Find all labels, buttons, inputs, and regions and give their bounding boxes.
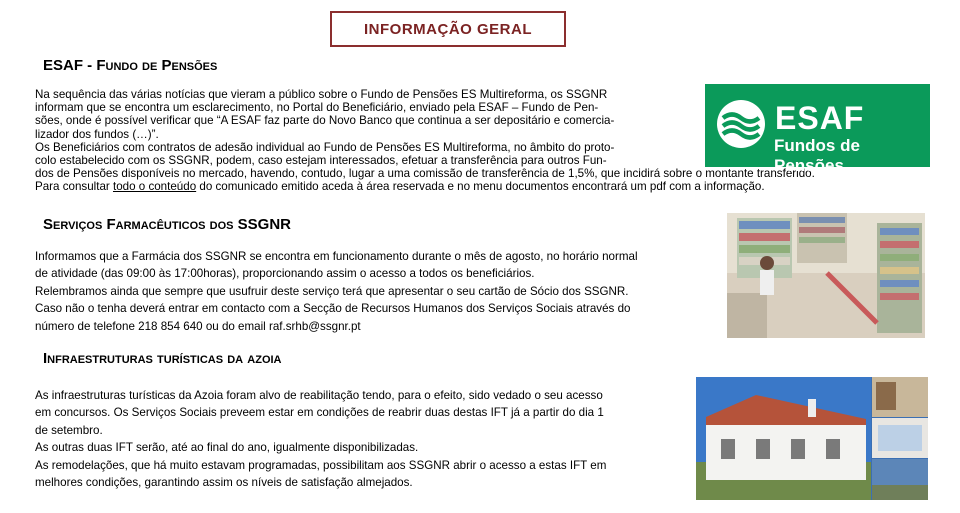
esaf-emblem-icon — [715, 98, 767, 150]
azoia-paragraph — [35, 387, 606, 491]
text-line: Caso não o tenha deverá entrar em contacto com a Secção de Recursos Humanos dos Serviços Sociais através do — [35, 302, 631, 316]
text-line: colo estabelecido com os SSGNR, podem, caso estejam interessados, efetuar a transferência para outros Fun- — [35, 154, 607, 168]
text-line: Relembramos ainda que sempre que usufruir deste serviço terá que apresentar o seu cartão de Sócio dos SSGNR. — [35, 284, 629, 298]
text-line: As remodelações, que há muito estavam programadas, possibilitam aos SSGNR abrir o acesso a estas IFT em — [35, 458, 607, 472]
azoia-photo — [696, 377, 928, 500]
logo-brand: ESAF — [775, 100, 865, 136]
esaf-heading: ESAF - Fundo de Pensões — [43, 57, 218, 74]
text-line: melhores condições, garantindo assim os níveis de satisfação almejados. — [35, 476, 413, 490]
text-line: informam que se encontra um esclarecimento, no Portal do Beneficiário, enviado pela ESAF – Fundo de Pen- — [35, 101, 599, 115]
text-line: lizador dos fundos (…)”. — [35, 127, 159, 141]
text-line: As infraestruturas turísticas da Azoia foram alvo de reabilitação tendo, para o efeito, sido vedado o seu acesso — [35, 389, 603, 402]
esaf-paragraph — [35, 88, 815, 194]
text-line — [35, 180, 815, 193]
pharmacy-photo — [727, 213, 925, 338]
banner-title: INFORMAÇÃO GERAL — [364, 20, 532, 38]
text-line: de setembro. — [35, 423, 103, 437]
logo-subtitle: Fundos de Pensões — [774, 136, 860, 175]
page-banner — [330, 11, 566, 47]
text-line: em concursos. Os Serviços Sociais preveem estar em condições de reabrir duas destas IFT já a partir do dia 1 — [35, 406, 604, 420]
full-content-link[interactable]: todo o conteúdo — [112, 180, 197, 194]
text-line: Na sequência das várias notícias que vieram a público sobre o Fundo de Pensões ES Multireforma, os SSGNR — [35, 88, 608, 101]
text-line: sões, onde é possível verificar que “A ESAF faz parte do Novo Banco que continua a ser depositário e comercia- — [35, 114, 615, 128]
text-fragment: do comunicado emitido aceda à área reservada e no menu documentos encontrará um pdf com a informação. — [196, 180, 765, 194]
text-fragment: Para consultar — [35, 180, 113, 194]
text-line: dos de Pensões disponíveis no mercado, havendo, contudo, lugar a uma comissão de transferência de 1,5%, que incidirá sobre o montante transferido. — [35, 167, 815, 181]
text-line: Informamos que a Farmácia dos SSGNR se encontra em funcionamento durante o mês de agosto, no horário normal — [35, 250, 638, 263]
pharmacy-paragraph — [35, 248, 638, 335]
text-line: de atividade (das 09:00 às 17:00horas), proporcionando assim o acesso a todos os beneficiários. — [35, 267, 535, 281]
azoia-heading: Infraestruturas turísticas da azoia — [43, 350, 282, 367]
text-line: As outras duas IFT serão, até ao final do ano, igualmente disponibilizadas. — [35, 441, 419, 455]
text-line: Os Beneficiários com contratos de adesão individual ao Fundo de Pensões ES Multireforma, no âmbito do proto- — [35, 140, 615, 154]
text-line: número de telefone 218 854 640 ou do email raf.srhb@ssgnr.pt — [35, 319, 361, 333]
esaf-logo — [705, 84, 930, 175]
pharmacy-heading: Serviços Farmacêuticos dos SSGNR — [43, 216, 291, 233]
